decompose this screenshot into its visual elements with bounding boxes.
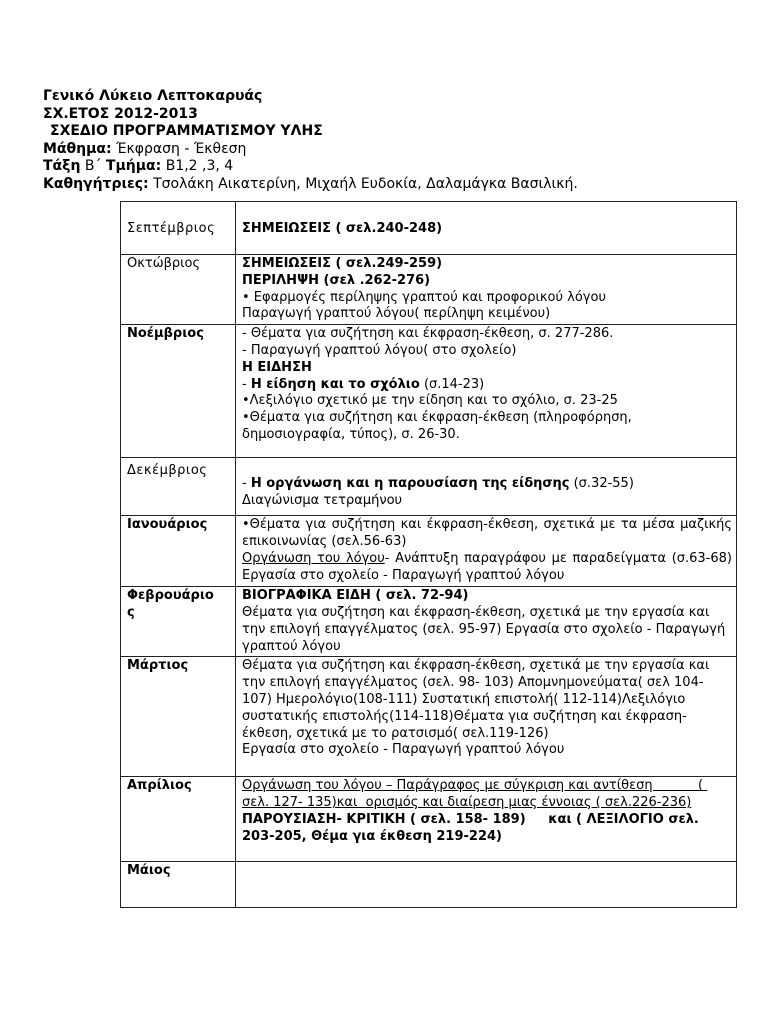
month-cell [121,777,236,862]
table-row [121,862,737,908]
content-line: ΣΗΜΕΙΩΣΕΙΣ ( σελ.240-248) [242,221,443,236]
month-label: Σεπτέμβριος [127,221,216,236]
month-label: Μάρτιος [127,658,189,674]
month-label: Δεκέμβριος [127,463,208,479]
content-line: - Παραγωγή γραπτού λόγου( στο σχολείο) [242,342,517,358]
page-ref: (σ.14-23) [419,376,485,392]
class-value: Β΄ [80,158,102,175]
teachers-value: Τσολάκη Αικατερίνη, Μιχαήλ Ευδοκία, Δαλαμάγκα Βασιλική. [148,175,578,192]
class-line [43,158,743,176]
content-line: Εργασία στο σχολείο - Παραγωγή γραπτού λόγου [242,742,565,758]
content-cell [236,777,737,862]
month-cell [121,587,236,657]
content-line: - Ανάπτυξη παραγράφου με παραδείγματα (σ.63-68) Εργασία στο σχολείο - Παραγωγή γραπτού λόγου [242,550,733,583]
teachers-line [43,176,743,194]
content-line: •Θέματα για συζήτηση και έκφραση-έκθεση, σχετικά με τα μέσα μαζικής επικοινωνίας (σελ.56-63) [242,517,732,549]
content-line: Διαγώνισμα τετραμήνου [242,492,403,508]
content-cell [236,458,737,516]
content-line: ΒΙΟΓΡΑΦΙΚΑ ΕΙΔΗ ( σελ. 72-94) [242,588,469,604]
month-cell [121,255,236,325]
document-header [43,88,743,194]
subject-label: Μάθημα: [43,140,112,157]
content-line: • Εφαρμογές περίληψης γραπτού και προφορικού λόγου [242,289,606,305]
content-line: ΠΑΡΟΥΣΙΑΣΗ- ΚΡΙΤΙΚΗ ( σελ. 158- 189) και ( ΛΕΞΙΛΟΓΙΟ σελ. 203-205, Θέμα για έκθεση 219-224) [242,811,704,844]
dash: - [242,376,251,392]
subject-value: Έκφραση - Έκθεση [111,140,247,157]
month-label: Οκτώβριος [127,256,201,271]
content-line: Η ΕΙΔΗΣΗ [242,359,312,375]
month-cell [121,862,236,908]
content-cell [236,325,737,458]
content-line: Θέματα για συζήτηση και έκφραση-έκθεση, σχετικά με την εργασία και την επιλογή επαγγέλματος (σελ. 98- 103) Απομνημονεύματα( σελ 104-107) Ημερολόγιο(108-111) Συστατική επιστολή( 112-114)Λεξιλόγιο συστατικής επιστολής(114-118)Θέματα για συζήτηση και έκφραση-έκθεση, σχετικά με το ρατσισμό( σελ.119-126) [242,658,710,741]
content-line: •Θέματα για συζήτηση και έκφραση-έκθεση (πληροφόρηση, δημοσιογραφία, τύπος), σ. 26-30. [242,410,632,442]
table-row [121,458,737,516]
class-label: Τάξη [43,158,81,175]
section-label: Τμήμα: [105,158,162,175]
table-row [121,657,737,777]
section-value: Β1,2 ,3, 4 [161,158,234,175]
content-line [242,377,732,394]
month-label: Νοέμβριος [127,326,204,342]
content-line [242,459,732,493]
content-line: - Θέματα για συζήτηση και έκφραση-έκθεση, σ. 277-286. [242,326,614,342]
subject-line [43,141,743,159]
content-line: ΠΕΡΙΛΗΨΗ (σελ .262-276) [242,272,431,288]
month-cell [121,458,236,516]
topic-bold: Η είδηση και το σχόλιο [250,376,420,392]
table-row [121,202,737,255]
table-row [121,325,737,458]
page-ref: (σ.32-55) [569,476,634,492]
month-label: Μάιος [127,863,171,879]
content-cell [236,657,737,777]
table-row [121,777,737,862]
month-cell [121,202,236,255]
syllabus-table [120,201,737,908]
topic-bold: Η οργάνωση και η παρουσίαση της είδησης [250,476,570,492]
month-cell [121,657,236,777]
underlined-topic: Οργάνωση του λόγου [242,550,385,566]
month-label: Φεβρουάριος [127,588,214,620]
content-cell [236,516,737,587]
underlined-topic: Οργάνωση του λόγου – Παράγραφος με σύγκριση και αντίθεση ( σελ. 127- 135)και ορισμός και διαίρεση μιας έννοιας ( σελ.226-236) [242,778,708,811]
month-cell [121,516,236,587]
content-cell [236,202,737,255]
content-line: Παραγωγή γραπτού λόγου( περίληψη κειμένου) [242,306,551,322]
content-line: Θέματα για συζήτηση και έκφραση-έκθεση, σχετικά με την εργασία και την επιλογή επαγγέλματος (σελ. 95-97) Εργασία στο σχολείο - Παραγωγή γραπτού λόγου [242,604,726,654]
table-row [121,587,737,657]
dash: - [242,476,251,492]
month-label: Απρίλιος [127,778,192,794]
content-cell [236,255,737,325]
month-cell [121,325,236,458]
school-name: Γενικό Λύκειο Λεπτοκαρυάς [43,88,263,104]
content-cell [236,587,737,657]
content-line: ΣΗΜΕΙΩΣΕΙΣ ( σελ.249-259) [242,256,443,271]
teachers-label: Καθηγήτριες: [43,175,149,192]
school-year: ΣΧ.ΕΤΟΣ 2012-2013 [43,105,198,122]
table-row [121,255,737,325]
content-line: •Λεξιλόγιο σχετικό με την είδηση και το σχόλιο, σ. 23-25 [242,393,618,409]
content-cell [236,862,737,908]
table-row [121,516,737,587]
month-label: Ιανουάριος [127,517,208,533]
plan-title: ΣΧΕΔΙΟ ΠΡΟΓΡΑΜΜΑΤΙΣΜΟΥ ΥΛΗΣ [50,123,323,140]
